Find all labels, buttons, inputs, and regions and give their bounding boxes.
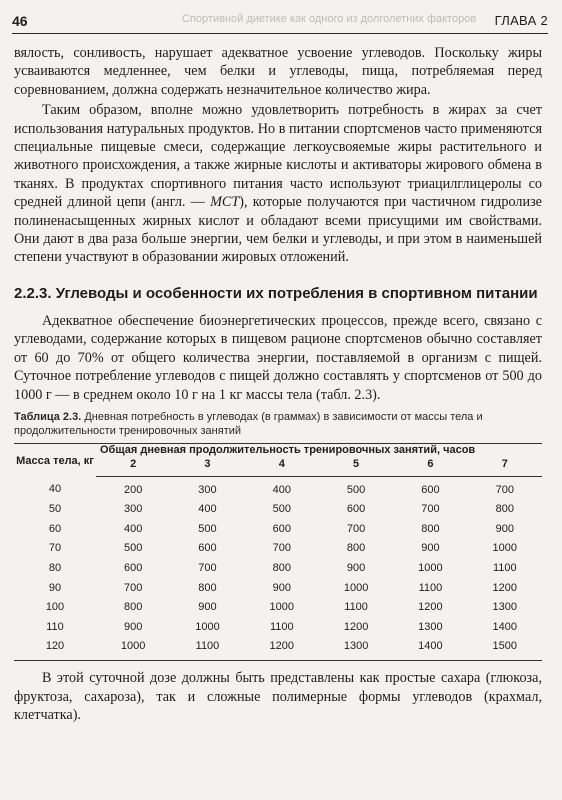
carbohydrate-cell: 800 [198, 581, 217, 594]
page-body [14, 44, 542, 724]
page-header [0, 0, 562, 36]
carbohydrate-cell: 800 [272, 562, 291, 575]
table-row [14, 476, 542, 499]
carbohydrate-cell: 700 [346, 522, 366, 535]
carbohydrate-cell: 400 [198, 503, 217, 516]
carbohydrate-cell: 1000 [269, 601, 295, 614]
carbohydrate-cell: 1100 [492, 562, 517, 575]
table-row [14, 637, 542, 661]
carbohydrate-cell: 500 [123, 542, 143, 555]
carbohydrate-cell: 1000 [120, 640, 146, 653]
carbohydrate-cell: 1400 [418, 640, 443, 653]
mass-cell: 90 [48, 581, 62, 594]
running-head: Спортивной диетике как одного из долголетних факторов [182, 13, 477, 25]
carbohydrate-cell: 600 [198, 542, 217, 555]
carbohydrate-cell: 900 [123, 620, 143, 633]
carbohydrate-cell: 300 [198, 483, 217, 496]
carbohydrate-cell: 700 [123, 581, 143, 594]
carbohydrate-cell: 800 [495, 503, 514, 516]
mass-column-header: Масса тела, кг [16, 454, 94, 467]
mass-cell: 50 [48, 503, 62, 516]
paragraph-fats-summary-text: Таким образом, вполне можно удовлетворить потребность в жирах за счет использования натуральных продуктов. Но в питании спортсменов часто применяются специальные пищевые смеси, содержащие легкоусвояемые жиры растительного и животного происхождения, а также жирные кислоты и активаторы жирового обмена в тканях. В продуктах спортивного питания часто используют триацилглицеролы со средней длиной цепи (англ. — MCT), которые получаются при частичном гидролизе полиненасыщенных жирных кислот и обладают всеми присущими им свойствами. Они дают в два раза больше энергии, чем белки и углеводы, и при этом в наименьшей степени участвуют в образовании жировых отложений. [14, 102, 542, 266]
mass-cell: 40 [48, 483, 62, 496]
carbohydrate-cell: 600 [123, 562, 143, 575]
hours-header-cell: 3 [170, 456, 244, 477]
carbohydrate-cell: 600 [421, 483, 440, 496]
section-heading: 2.2.3. Углеводы и особенности их потребления в спортивном питании [14, 284, 538, 302]
mass-cell: 100 [45, 601, 65, 614]
carbohydrate-cell: 400 [272, 483, 291, 496]
carbohydrate-cell: 1000 [195, 620, 220, 633]
carbohydrate-cell: 900 [272, 581, 291, 594]
page-number: 46 [12, 13, 28, 29]
carbohydrate-cell: 700 [495, 483, 514, 496]
carbohydrate-cell: 500 [346, 483, 366, 496]
carbohydrate-cell: 1200 [269, 640, 295, 653]
carbohydrate-cell: 1000 [343, 581, 369, 594]
carbohydrate-cell: 1300 [492, 601, 518, 614]
carbohydrate-cell: 1200 [492, 581, 518, 594]
carbohydrate-cell: 1100 [418, 581, 443, 594]
chapter-label: ГЛАВА 2 [494, 13, 548, 28]
carbohydrate-cell: 1200 [418, 601, 443, 614]
carbohydrate-cell: 300 [123, 503, 143, 516]
carbohydrate-cell: 1200 [343, 620, 369, 633]
carbohydrate-cell: 800 [123, 601, 143, 614]
paragraph-carbohydrates-intro: Адекватное обеспечение биоэнергетических процессов, прежде всего, связано с углеводами, содержание которых в пищевом рационе спортсменов обычно составляет от 60 до 70% от общего количества энергии, поставляемой в организм с пищей. Суточное потребление углеводов с пищей должно составлять у спортсменов от 500 до 1000 г — в среднем около 10 г на 1 кг массы тела (табл. 2.3). [14, 312, 542, 403]
table-row [14, 500, 542, 520]
table-caption-text: Дневная потребность в углеводах (в граммах) в зависимости от массы тела и продолжительности тренировочных занятий [14, 410, 483, 438]
carbohydrate-cell: 700 [421, 503, 440, 516]
paragraph-continuation: вялость, сонливость, нарушает адекватное усвоение углеводов. Поскольку жиры усваиваются медленнее, чем белки и углеводы, пища, потребляемая перед соревнованием, должна содержать незначительное количество жира. [14, 45, 542, 98]
table-row [14, 578, 542, 598]
carbohydrate-cell: 500 [272, 503, 291, 516]
carbohydrate-cell: 900 [495, 522, 514, 535]
carbohydrate-cell: 1000 [418, 562, 443, 575]
mass-cell: 80 [48, 562, 62, 575]
carbohydrate-cell: 400 [123, 522, 143, 535]
table-row [14, 617, 542, 637]
mass-cell: 70 [48, 542, 62, 555]
carbohydrate-cell: 600 [346, 503, 366, 516]
table-row [14, 539, 542, 559]
mass-cell: 120 [45, 640, 65, 653]
carbohydrate-cell: 1300 [418, 620, 443, 633]
mass-cell: 110 [46, 620, 64, 633]
carbohydrate-cell: 900 [198, 601, 217, 614]
carbohydrate-cell: 200 [123, 483, 143, 496]
paragraph-sugar-forms: В этой суточной дозе должны быть представлены как простые сахара (глюкоза, фруктоза, сахароза), так и сложные полимерные формы углеводов (крахмал, клетчатка). [14, 670, 542, 724]
table-row [14, 519, 542, 539]
carbohydrate-table [14, 443, 542, 661]
hours-header-cell: 5 [319, 456, 393, 477]
header-rule [12, 33, 548, 34]
carbohydrate-cell: 1000 [492, 542, 518, 555]
table-row [14, 558, 542, 578]
hours-header-cell: 4 [245, 456, 319, 477]
hours-header-cell: 2 [96, 456, 170, 477]
carbohydrate-cell: 1100 [195, 640, 220, 653]
duration-header: Общая дневная продолжительность тренировочных занятий, часов [100, 443, 476, 456]
carbohydrate-cell: 800 [346, 542, 366, 555]
carbohydrate-cell: 900 [346, 562, 366, 575]
carbohydrate-cell: 1300 [343, 640, 369, 653]
table-row [14, 597, 542, 617]
carbohydrate-cell: 500 [198, 522, 217, 535]
mct-abbreviation: MCT [210, 194, 240, 211]
carbohydrate-cell: 1400 [492, 620, 518, 633]
carbohydrate-cell: 1500 [492, 640, 518, 653]
carbohydrate-cell: 900 [421, 542, 440, 555]
hours-header-cell: 7 [468, 456, 542, 477]
hours-header-cell: 6 [393, 456, 467, 477]
carbohydrate-cell: 700 [272, 542, 291, 555]
carbohydrate-cell: 700 [198, 562, 217, 575]
table-caption [14, 410, 542, 439]
carbohydrate-cell: 600 [272, 522, 291, 535]
table-caption-label: Таблица 2.3. [14, 410, 82, 423]
carbohydrate-cell: 800 [421, 522, 440, 535]
carbohydrate-cell: 1100 [344, 601, 368, 614]
paragraph-fats-summary [14, 101, 542, 267]
mass-cell: 60 [48, 522, 62, 535]
carbohydrate-cell: 1100 [269, 620, 294, 633]
